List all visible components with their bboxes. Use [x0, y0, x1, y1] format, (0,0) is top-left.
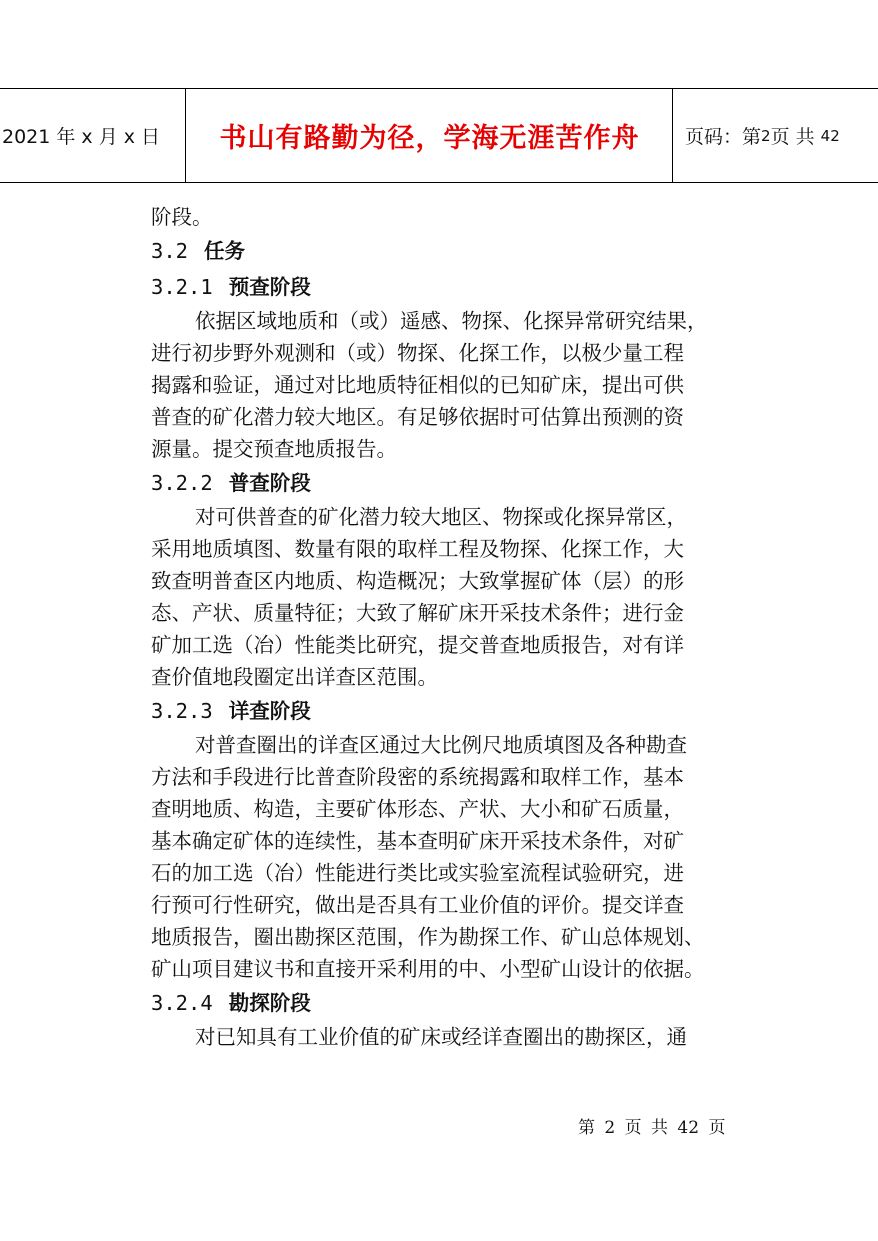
section-number: 3.2.3: [151, 699, 213, 723]
section-3-2-1-heading: [151, 269, 731, 305]
page-number: 2: [761, 126, 771, 145]
section-number: 3.2.4: [151, 991, 213, 1015]
paragraph-line: 行预可行性研究，做出是否具有工业价值的评价。提交详查: [151, 893, 684, 917]
section-3-2-1-paragraph: [151, 305, 731, 465]
section-title: 普查阶段: [228, 471, 311, 495]
section-title: 勘探阶段: [228, 991, 311, 1015]
paragraph-line: 揭露和验证，通过对比地质特征相似的已知矿床，提出可供: [151, 373, 684, 397]
section-title: 预查阶段: [228, 275, 311, 299]
paragraph-line: 普查的矿化潜力较大地区。有足够依据时可估算出预测的资: [151, 405, 684, 429]
section-3-2-2-heading: [151, 465, 731, 501]
section-3-2-4-heading: [151, 985, 731, 1021]
paragraph-line: 致查明普查区内地质、构造概况；大致掌握矿体（层）的形: [151, 569, 684, 593]
paragraph-line: 方法和手段进行比普查阶段密的系统揭露和取样工作，基本: [151, 765, 684, 789]
page-mid: 页 共: [770, 126, 815, 148]
paragraph-line: 进行初步野外观测和（或）物探、化探工作，以极少量工程: [151, 341, 684, 365]
intro-text: 阶段。: [151, 205, 213, 229]
paragraph-line: 地质报告，圈出勘探区范围，作为勘探工作、矿山总体规划、: [151, 925, 705, 949]
paragraph-line: 依据区域地质和（或）遥感、物探、化探异常研究结果，: [195, 309, 708, 333]
paragraph-line: 矿加工选（冶）性能类比研究，提交普查地质报告，对有详: [151, 633, 684, 657]
section-title: 详查阶段: [228, 699, 311, 723]
paragraph-line: 对普查圈出的详查区通过大比例尺地质填图及各种勘查: [195, 733, 687, 757]
paragraph-line: 采用地质填图、数量有限的取样工程及物探、化探工作，大: [151, 537, 684, 561]
page-footer: 第 2 页 共 42 页: [578, 1118, 726, 1138]
section-3-2-3-paragraph: [151, 729, 731, 985]
section-3-2-2-paragraph: [151, 501, 731, 693]
section-number: 3.2.1: [151, 275, 213, 299]
section-number: 3.2: [151, 239, 189, 263]
paragraph-line: 石的加工选（冶）性能进行类比或实验室流程试验研究，进: [151, 861, 684, 885]
header-page-info: [673, 89, 878, 182]
paragraph-line: 源量。提交预查地质报告。: [151, 437, 397, 461]
document-body: [151, 201, 731, 1053]
paragraph-line: 对已知具有工业价值的矿床或经详查圈出的勘探区，通: [195, 1025, 687, 1049]
section-title: 任务: [204, 239, 246, 263]
paragraph-line: 基本确定矿体的连续性，基本查明矿床开采技术条件，对矿: [151, 829, 684, 853]
header-date: 2021 年 x 月 x 日: [0, 89, 186, 182]
paragraph-line: 矿山项目建议书和直接开采利用的中、小型矿山设计的依据。: [151, 957, 705, 981]
paragraph-line: 查价值地段圈定出详查区范围。: [151, 665, 438, 689]
paragraph-line: 态、产状、质量特征；大致了解矿床开采技术条件；进行金: [151, 601, 684, 625]
paragraph-line: 查明地质、构造，主要矿体形态、产状、大小和矿石质量，: [151, 797, 684, 821]
paragraph-line: 对可供普查的矿化潜力较大地区、物探或化探异常区，: [195, 505, 687, 529]
section-3-2-4-paragraph: [151, 1021, 731, 1053]
section-3-2-3-heading: [151, 693, 731, 729]
header-motto: 书山有路勤为径，学海无涯苦作舟: [187, 89, 673, 182]
section-3-2-heading: [151, 233, 731, 269]
section-number: 3.2.2: [151, 471, 213, 495]
page-total: 42: [820, 126, 840, 145]
page-label: 页码：第: [685, 126, 762, 148]
page-header: [0, 88, 878, 183]
